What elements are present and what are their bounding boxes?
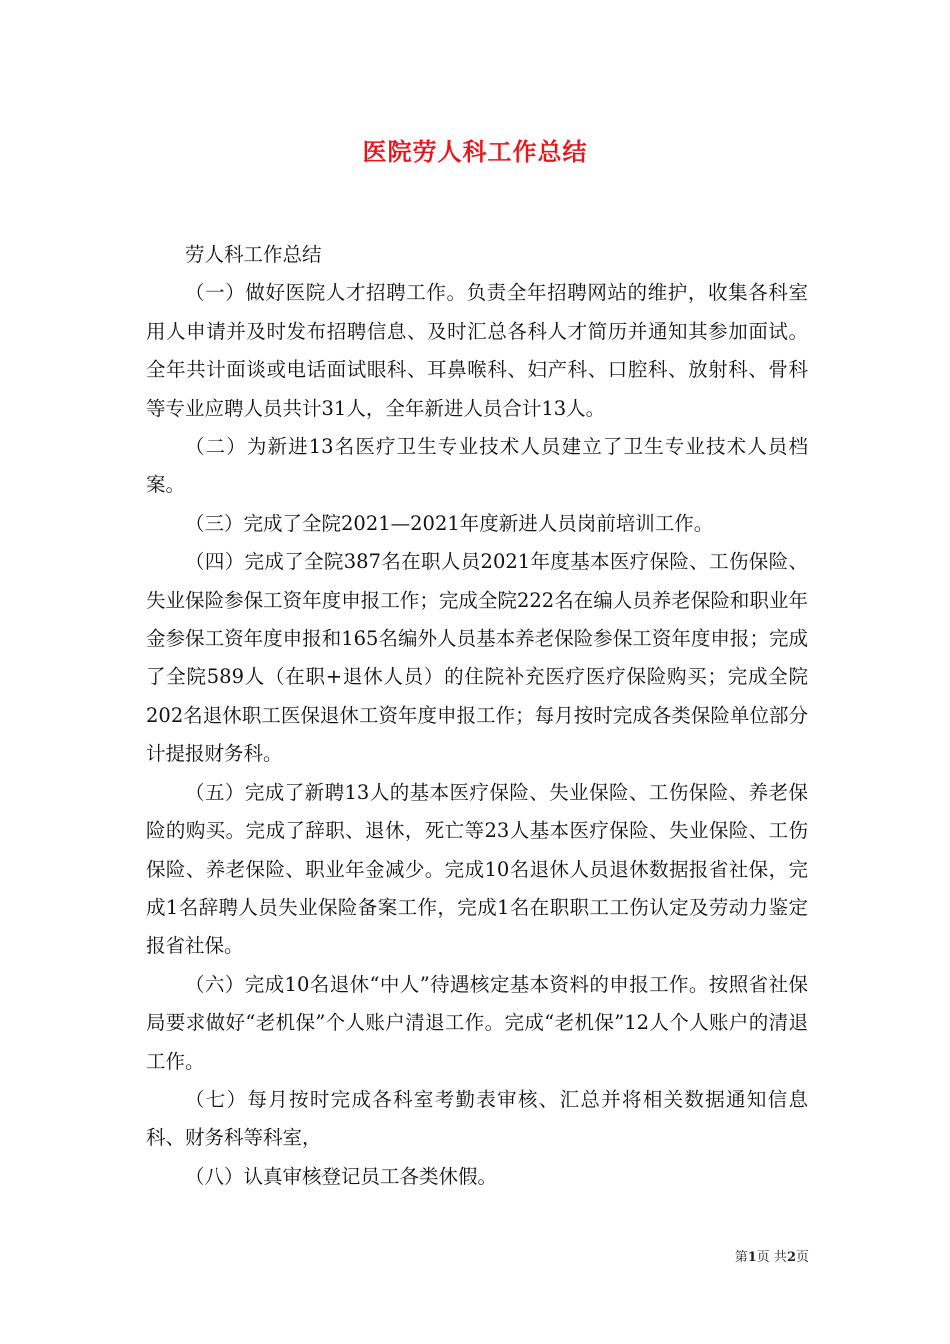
paragraph-2: （二）为新进13名医疗卫生专业技术人员建立了卫生专业技术人员档案。 (146, 435, 808, 497)
page-footer (735, 1246, 809, 1265)
document-body (146, 236, 808, 1196)
paragraph-8: （八）认真审核登记员工各类休假。 (185, 1164, 498, 1188)
footer-current-page: 1 (747, 1250, 757, 1265)
document-title: 医院劳人科工作总结 (362, 137, 588, 166)
paragraph-1: （一）做好医院人才招聘工作。负责全年招聘网站的维护，收集各科室用人申请并及时发布招聘信息、及时汇总各科人才简历并通知其参加面试。全年共计面谈或电话面试眼科、耳鼻喉科、妇产科、口腔科、放射科、骨科等专业应聘人员共计31人，全年新进人员合计13人。 (146, 281, 808, 420)
paragraph-6: （六）完成10名退休“中人”待遇核定基本资料的申报工作。按照省社保局要求做好“老机保”个人账户清退工作。完成“老机保”12人个人账户的清退工作。 (146, 972, 808, 1073)
paragraph-4: （四）完成了全院387名在职人员2021年度基本医疗保险、工伤保险、失业保险参保工资年度申报工作；完成全院222名在编人员养老保险和职业年金参保工资年度申报和165名编外人员基本养老保险参保工资年度申报；完成了全院589人（在职+退休人员）的住院补充医疗医疗保险购买；完成全院202名退休职工医保退休工资年度申报工作；每月按时完成各类保险单位部分计提报财务科。 (146, 550, 808, 766)
footer-prefix: 第 (734, 1250, 748, 1265)
paragraph-3: （三）完成了全院2021—2021年度新进人员岗前培训工作。 (185, 511, 714, 535)
section-heading: 劳人科工作总结 (185, 243, 322, 266)
footer-total-pages: 2 (786, 1250, 796, 1265)
paragraph-5: （五）完成了新聘13人的基本医疗保险、失业保险、工伤保险、养老保险的购买。完成了辞职、退休，死亡等23人基本医疗保险、失业保险、工伤保险、养老保险、职业年金减少。完成10名退休人员退休数据报省社保，完成1名辞聘人员失业保险备案工作，完成1名在职职工工伤认定及劳动力鉴定报省社保。 (146, 780, 808, 958)
footer-suffix: 页 (795, 1250, 809, 1265)
paragraph-7: （七）每月按时完成各科室考勤表审核、汇总并将相关数据通知信息科、财务科等科室， (146, 1087, 808, 1150)
footer-middle: 页 共 (756, 1250, 787, 1265)
